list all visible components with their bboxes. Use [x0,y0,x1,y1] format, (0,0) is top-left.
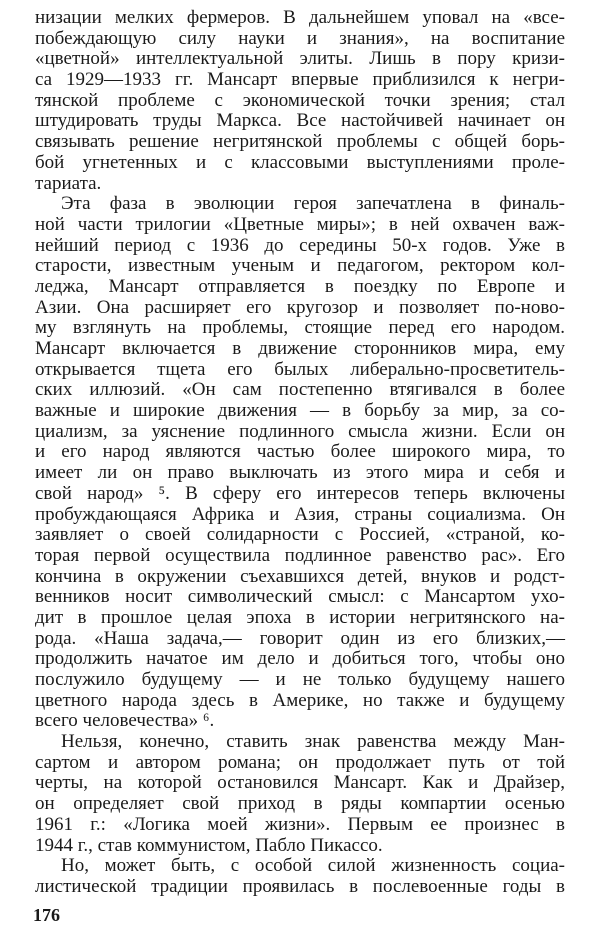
page-body [35,8,565,898]
text-line: нейший период с 1936 до середины 50-х годов. Уже в [35,234,565,256]
text-line: пробуждающаяся Африка и Азия, страны социализма. Он [35,503,565,525]
text-line: сартом и автором романа; он продолжает путь от той [35,751,565,773]
text-line: леджа, Мансарт отправляется в поездку по Европе и [35,275,565,297]
text-line: старости, известным ученым и педагогом, ректором кол- [35,255,565,277]
text-line: важные и широкие движения — в борьбу за мир, за со- [35,400,565,422]
text-line: заявляет о своей солидарности с Россией, «страной, ко- [35,524,565,546]
text-line: листической традиции проявилась в послевоенные годы в [35,875,565,897]
text-line: бой угнетенных и с классовыми выступлениями проле- [35,151,565,173]
text-line: тариата. [35,172,102,194]
page-number: 176 [33,905,60,925]
text-line: черты, на которой остановился Мансарт. Как и Драйзер, [35,772,565,794]
text-line: штудировать труды Маркса. Все настойчивей начинает он [35,110,565,132]
text-line: Эта фаза в эволюции героя запечатлена в финаль- [61,193,565,215]
text-line: венников носит символический смысл: с Мансартом ухо- [35,586,565,608]
paragraph [35,8,565,194]
text-line: всего человечества» ⁶. [35,710,215,732]
text-line: 1961 г.: «Логика моей жизни». Первым ее произнес в [35,813,565,835]
paragraph [35,194,565,732]
text-line: 1944 г., став коммунистом, Пабло Пикассо. [35,834,383,856]
text-line: Азии. Она расширяет его кругозор и позволяет по-ново- [35,296,565,318]
paragraph [35,856,565,897]
text-line: тянской проблеме с экономической точки зрения; стал [35,89,565,111]
text-line: послужило будущему — и не только будущему нашего [35,669,565,690]
text-line: имеет ли он право выключать из этого мира и себя и [35,462,565,484]
text-line: низации мелких фермеров. В дальнейшем уповал на «все- [35,7,565,28]
text-line: рода. «Наша задача,— говорит один из его близких,— [35,627,565,649]
text-line: ских иллюзий. «Он сам постепенно втягивался в более [35,379,565,401]
text-line: цветного народа здесь в Америке, но также и будущему [35,689,565,711]
text-line: продолжить начатое им дело и добиться того, чтобы оно [35,648,565,670]
text-line: кончина в окружении съехавшихся детей, внуков и родст- [35,565,565,587]
text-line: свой народ» ⁵. В сферу его интересов теперь включены [35,482,565,504]
text-line: «цветной» интеллектуальной элиты. Лишь в пору кризи- [35,48,565,70]
text-line: му взглянуть на проблемы, стоящие перед его народом. [35,317,565,339]
text-line: ной части трилогии «Цветные миры»; в ней охвачен важ- [35,213,565,235]
text-line: Нельзя, конечно, ставить знак равенства между Ман- [61,731,565,753]
text-line: са 1929—1933 гг. Мансарт впервые приблизился к негри- [35,69,565,91]
text-line: циализм, за уяснение подлинного смысла жизни. Если он [35,420,565,442]
text-line: дит в прошлое целая эпоха в истории негритянского на- [35,606,565,628]
text-line: и его народ являются частью более широкого мира, то [35,441,565,463]
text-line: открывается тщета его былых либерально-просветитель- [35,358,565,380]
text-line: связывать решение негритянской проблемы с общей борь- [35,131,565,153]
text-line: побеждающую силу науки и знания», на воспитание [35,27,565,49]
text-line: Мансарт включается в движение сторонников мира, ему [35,338,565,359]
paragraph [35,732,565,856]
text-line: торая первой осуществила подлинное равенство рас». Его [35,544,565,566]
text-line: Но, может быть, с особой силой жизненность социа- [61,855,565,877]
text-line: он определяет свой приход в ряды компартии осенью [35,793,565,815]
